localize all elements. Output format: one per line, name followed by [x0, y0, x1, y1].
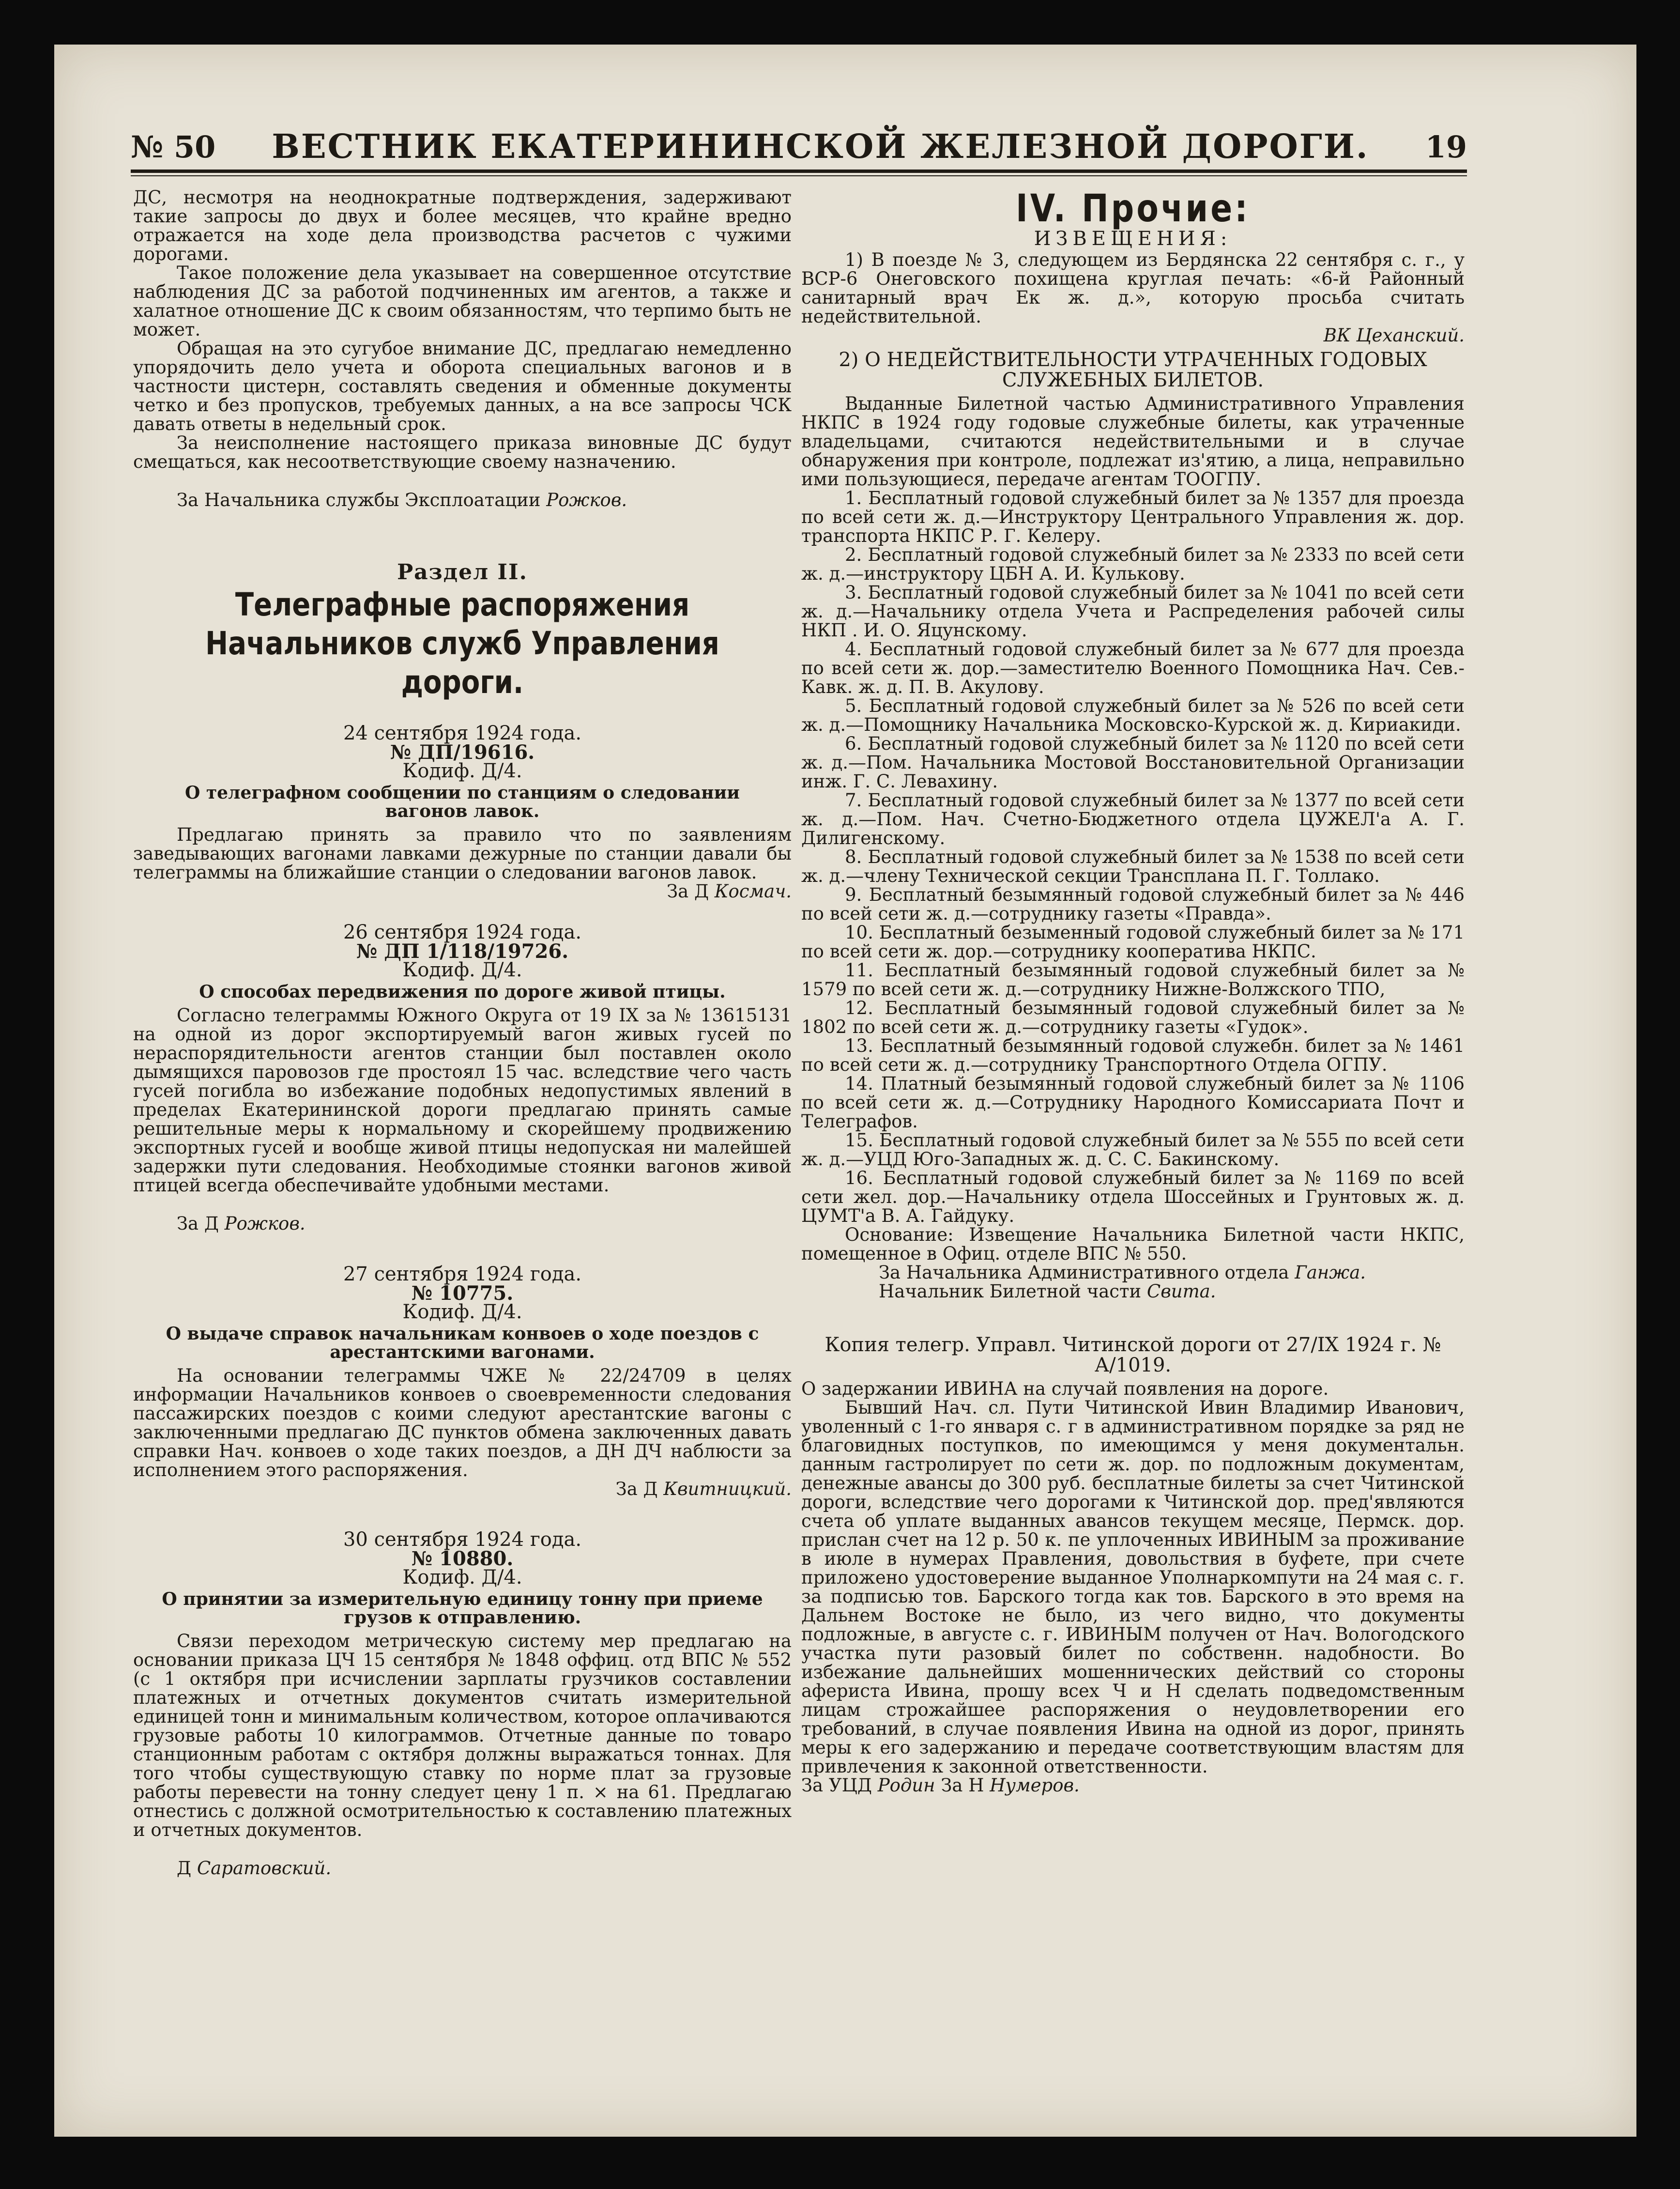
issue-number: № 50	[131, 129, 216, 165]
notices-label: ИЗВЕЩЕНИЯ:	[1034, 228, 1232, 250]
page-header	[131, 125, 1467, 169]
header-rule-thin	[131, 175, 1467, 176]
notice-1: 1) В поезде № 3, следующем из Бердянска 22 сентября с. г., у ВСР-6 Онеговского похищена круглая печать: «6-й Районный санитарный врач Ек ж. д.», которую просьба считать недействительной.	[801, 249, 1465, 327]
intro-paragraph: За неисполнение настоящего приказа виновные ДС будут смещаться, как несоответствующие своему назначению.	[133, 432, 792, 472]
page-number: 19	[1425, 129, 1467, 165]
order-body: Согласно телеграммы Южного Округа от 19 IX за № 13615131 на одной из дорог экспортируемый вагон живых гусей по нераспорядительности агентов станции был поставлен около дымящихся паровозов где простоял 15 час. вследствие чего часть гусей погибла во избежание подобных недопустимых явлений в пределах Екатерининской дороги предлагаю принять самые решительные меры к нормальному и скорейшему продвижению экспортных гусей и вообще живой птицы недопуская ни малейшей задержки пути следования. Необходимые стоянки вагонов живой птицей всегда обеспечивайте удобными местами.	[133, 1005, 792, 1196]
right-column	[801, 188, 1465, 1795]
telegram-body: Бывший Нач. сл. Пути Читинской Ивин Владимир Иванович, уволенный с 1-го января с. г в административном порядке за ряд не благовидных поступков, по имеющимся у меня документальн. данным гастролирует по сети ж. дор. по подложным документам, денежные авансы до 300 руб. бесплатные билеты за счет Читинской дороги, вследствие чего дорогами к Читинской дор. пред'являются счета об уплате выданных авансов текущем месяце, Пермск. дор. прислан счет на 12 р. 50 к. пе уплоченных ИВИНЫМ за проживание в июле в нумерах Правления, довольствия в буфете, при счете приложено удостоверение выданное Уполнаркомпути на 24 мая с. г. за подписью тов. Барского тогда как тов. Барского в это время на Дальнем Востоке не было, из чего видно, что документы подложные, в августе с. г. ИВИНЫМ получен от Нач. Вологодского участка пути разовый билет по собственн. надобности. Во избежание дальнейших мошеннических действий со стороны афериста Ивина, прошу всех Ч и Н сделать подведомственным лицам строжайшее распоряжения о неудовлетворении его требований, в случае появления Ивина на одной из дорог, принять меры к его задержанию и передаче соответствующим властям для привлечения к законной ответственности.	[801, 1397, 1465, 1777]
intro-signature-name: Рожков.	[546, 490, 627, 510]
order-number: № 10880.	[411, 1547, 514, 1570]
order-signature: Д Саратовский.	[177, 1858, 332, 1879]
ticket-item: 13. Бесплатный безымянный годовой служебн. билет за № 1461 по всей сети ж. д.—сотруднику Транспортного Отдела ОГПУ.	[801, 1035, 1465, 1075]
order-subject: О выдаче справок начальникам конвоев о ходе поездов с арестантскими вагонами.	[166, 1324, 759, 1362]
order-date: 27 сентября 1924 года.	[343, 1263, 582, 1285]
order-number: № ДП/19616.	[390, 741, 535, 764]
tickets-basis: Основание: Извещение Начальника Билетной части НКПС, помещенное в Офиц. отделе ВПС № 550.	[801, 1224, 1465, 1264]
ticket-item: 3. Бесплатный годовой служебный билет за № 1041 по всей сети ж. д.—Начальнику отдела Учета и Распределения рабочей силы НКП . И. О. Яцунскому.	[801, 582, 1465, 641]
ticket-item: 16. Бесплатный годовой служебный билет за № 1169 по всей сети жел. дор.—Начальнику отдела Шоссейных и Грунтовых ж. д. ЦУМТ'а В. А. Гайдуку.	[801, 1168, 1465, 1226]
order-date: 24 сентября 1924 года.	[343, 722, 582, 744]
header-rule	[131, 170, 1467, 173]
ticket-item: 1. Бесплатный годовой служебный билет за № 1357 для проезда по всей сети ж. д.—Инструктору Центрального Управления ж. дор. транспорта НКПС Р. Г. Келеру.	[801, 488, 1465, 546]
ticket-item: 5. Бесплатный годовой служебный билет за № 526 по всей сети ж. д.—Помощнику Начальника Московско-Курской ж. д. Кириакиди.	[801, 695, 1465, 735]
ticket-item: 4. Бесплатный годовой служебный билет за № 677 для проезда по всей сети ж. дор.—заместителю Военного Помощника Нач. Сев.-Кавк. ж. д. П. В. Акулову.	[801, 639, 1465, 697]
ticket-item: 10. Бесплатный безыменный годовой служебный билет за № 171 по всей сети ж. дор.—сотруднику кооператива НКПС.	[801, 922, 1465, 962]
order-body: Связи переходом метрическую систему мер предлагаю на основании приказа ЦЧ 15 сентября № 1848 оффиц. отд ВПС № 552 (с 1 октября при исчислении зарплаты грузчиков составлении платежных и отчетных документов считать измерительной единицей тонн и минимальным количеством, которое оплачиваются грузовые работы 10 килограммов. Отчетные данные по товаро станционным работам с октября должны выражаться тоннах. Для того чтобы существующую ставку по норме плат за грузовые работы перевести на тонну следует цену 1 п. × на 61. Предлагаю отнестись с должной осмотрительностью к составлению платежных и отчетных документов.	[133, 1631, 792, 1840]
ticket-item: 12. Бесплатный безымянный годовой служебный билет за № 1802 по всей сети ж. д.—сотруднику газеты «Гудок».	[801, 998, 1465, 1037]
order-body: Предлагаю принять за правило что по заявлениям заведывающих вагонами лавками дежурные по станции давали бы телеграммы на ближайшие станции о следовании вагонов лавок.	[133, 824, 792, 883]
section-label: Раздел II.	[397, 560, 528, 585]
ticket-item: 15. Бесплатный годовой служебный билет за № 555 по всей сети ж. д.—УЦД Юго-Западных ж. д. С. С. Бакинскому.	[801, 1130, 1465, 1170]
ticket-item: 14. Платный безымянный годовой служебный билет за № 1106 по всей сети ж. д.—Сотруднику Народного Комиссариата Почт и Телеграфов.	[801, 1073, 1465, 1132]
order-subject: О способах передвижения по дороге живой птицы.	[199, 982, 726, 1002]
left-column	[133, 188, 792, 1878]
ticket-item: 7. Бесплатный годовой служебный билет за № 1377 по всей сети ж. д.—Пом. Нач. Счетно-Бюджетного отдела ЦУЖЕЛ'а А. Г. Дилигенскому.	[801, 790, 1465, 848]
order-body: На основании телеграммы ЧЖЕ № 22/24709 в целях информации Начальников конвоев о своевременности следования пассажирских поездов с коими следуют арестантские вагоны с заключенными предлагаю ДС пунктов обмена заключенных давать справки Нач. конвоев о ходе таких поездов, а ДН ДЧ наблюсти за исполнением этого распоряжения.	[133, 1365, 792, 1480]
ticket-item: 11. Бесплатный безымянный годовой служебный билет за № 1579 по всей сети ж. д.—сотруднику Нижне-Волжского ТПО,	[801, 960, 1465, 1000]
ticket-item: 2. Бесплатный годовой служебный билет за № 2333 по всей сети ж. д.—инструктору ЦБН А. И. Кулькову.	[801, 544, 1465, 584]
intro-signature: За Начальника службы Эксплоатации Рожков.	[177, 490, 627, 510]
order-date: 26 сентября 1924 года.	[343, 921, 582, 943]
order-code: Кодиф. Д/4.	[402, 760, 522, 782]
order-subject: О принятии за измерительную единицу тонну при приеме грузов к отправлению.	[162, 1589, 763, 1628]
section-title: Телеграфные распоряжения Начальников служб Управления дороги.	[205, 586, 719, 701]
order-subject: О телеграфном сообщении по станциям о следовании вагонов лавок.	[184, 783, 740, 821]
telegram-heading: Копия телегр. Управл. Читинской дороги от 27/IX 1924 г. № А/1019.	[825, 1334, 1441, 1376]
order-code: Кодиф. Д/4.	[402, 1301, 522, 1323]
order-code: Кодиф. Д/4.	[402, 1566, 522, 1588]
newspaper-title: ВЕСТНИК ЕКАТЕРИНИНСКОЙ ЖЕЛЕЗНОЙ ДОРОГИ.	[272, 127, 1369, 166]
notice-2-intro: Выданные Билетной частью Административного Управления НКПС в 1924 году годовые служебные билеты, как утраченные владельцами, считаются недействительными и в случае обнаружения при контроле, подлежат из'ятию, а лица, неправильно ими пользующиеся, передаче агентам ТООГПУ.	[801, 393, 1465, 490]
intro-paragraph: Такое положение дела указывает на совершенное отсутствие наблюдения ДС за работой подчиненных им агентов, а также и халатное отношение ДС к своим обязанностям, что терпимо быть не может.	[133, 262, 792, 340]
notice-1-signature: ВК Цеханский.	[1323, 325, 1465, 346]
tickets-signature-1: За Начальника Административного отдела Ганжа.	[879, 1262, 1366, 1283]
telegram-subject: О задержании ИВИНА на случай появления на дороге.	[801, 1378, 1329, 1399]
section-title-other: IV. Прочие:	[1016, 187, 1250, 231]
order-number: № 10775.	[411, 1282, 514, 1305]
order-code: Кодиф. Д/4.	[402, 959, 522, 981]
notice-2-title: 2) О НЕДЕЙСТВИТЕЛЬНОСТИ УТРАЧЕННЫХ ГОДОВЫХ СЛУЖЕБНЫХ БИЛЕТОВ.	[839, 349, 1427, 391]
order-signature: За Д Рожков.	[177, 1213, 305, 1234]
order-number: № ДП 1/118/19726.	[356, 940, 569, 963]
order-signature: За Д Квитницкий.	[615, 1479, 792, 1499]
telegram-signature: За УЦД Родин За Н Нумеров.	[801, 1775, 1080, 1796]
order-signature: За Д Космач.	[667, 881, 792, 902]
intro-paragraph: ДС, несмотря на неоднократные подтверждения, задерживают такие запросы до двух и более месяцев, что крайне вредно отражается на ходе дела производства расчетов с чужими дорогами.	[133, 187, 792, 264]
tickets-signature-2: Начальник Билетной части Свита.	[879, 1281, 1216, 1302]
order-date: 30 сентября 1924 года.	[343, 1528, 582, 1551]
ticket-item: 8. Бесплатный годовой служебный билет за № 1538 по всей сети ж. д.—члену Технической секции Трансплана П. Г. Толлако.	[801, 847, 1465, 886]
ticket-item: 9. Бесплатный безымянный годовой служебный билет за № 446 по всей сети ж. д.—сотруднику газеты «Правда».	[801, 884, 1465, 924]
ticket-item: 6. Бесплатный годовой служебный билет за № 1120 по всей сети ж. д.—Пом. Начальника Мостовой Восстановительной Организации инж. Г. С. Левахину.	[801, 733, 1465, 792]
intro-paragraph: Обращая на это сугубое внимание ДС, предлагаю немедленно упорядочить дело учета и оборота специальных вагонов и в частности цистерн, составлять сведения и обменные документы четко и без пропусков, требуемых данных, а на все запросы ЧСК давать ответы в недельный срок.	[133, 338, 792, 434]
